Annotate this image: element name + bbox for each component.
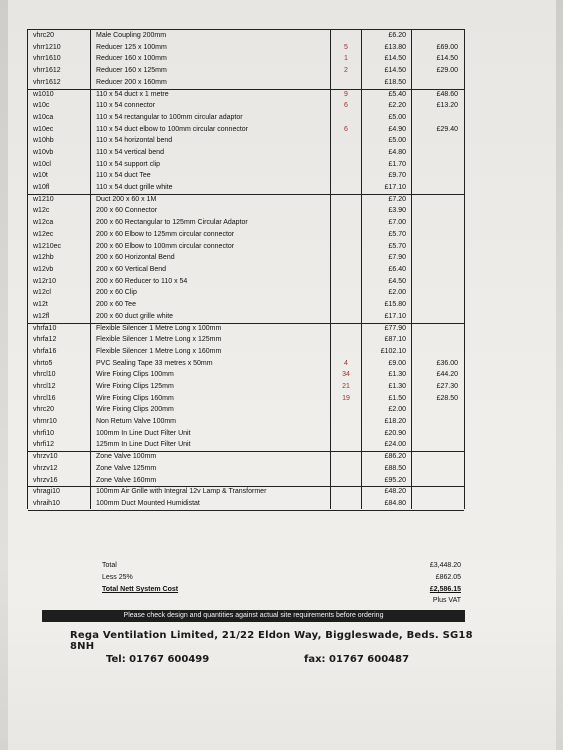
product-description: 100mm In Line Duct Filter Unit — [96, 429, 191, 437]
net-cost-value: £2,586.15 — [429, 586, 461, 593]
product-code: vhragi10 — [33, 488, 60, 496]
product-code: vhrnr10 — [33, 418, 57, 425]
unit-price: £2.20 — [388, 102, 406, 110]
product-code: vhrfi10 — [33, 429, 55, 437]
product-code: w10ec — [33, 125, 54, 133]
table-row — [28, 194, 464, 206]
table-row — [28, 100, 464, 112]
quantity: 34 — [342, 371, 350, 379]
table-row — [28, 276, 464, 288]
unit-price: £95.20 — [384, 476, 406, 484]
unit-price: £24.00 — [384, 441, 406, 449]
unit-price: £86.20 — [384, 453, 406, 461]
table-row — [28, 53, 464, 65]
product-description: Flexible Silencer 1 Metre Long x 160mm — [96, 347, 222, 355]
unit-price: £14.50 — [384, 55, 406, 63]
product-description: 110 x 54 connector — [96, 102, 156, 110]
product-description: 200 x 60 duct grille white — [96, 312, 174, 320]
product-code: vhrfa10 — [33, 324, 57, 332]
unit-price: £4.90 — [388, 125, 406, 133]
product-description: Duct 200 x 60 x 1M — [96, 195, 157, 203]
product-description: 110 x 54 rectangular to 100mm circular adaptor — [96, 113, 243, 121]
quantity: 4 — [344, 359, 348, 367]
product-code: vhrr1210 — [33, 43, 61, 51]
unit-price: £4.50 — [388, 277, 406, 285]
unit-price: £2.00 — [388, 406, 406, 414]
product-code: vhrc20 — [33, 406, 55, 414]
product-code: w10t — [33, 172, 48, 180]
unit-price: £2.00 — [388, 289, 406, 297]
quantity: 19 — [342, 394, 350, 402]
net-cost-label: Total Nett System Cost — [102, 586, 179, 593]
table-row — [28, 323, 464, 335]
unit-price: £5.00 — [388, 113, 406, 121]
table-row — [28, 124, 464, 136]
unit-price: £1.70 — [388, 160, 406, 168]
product-description: Wire Fixing Clips 125mm — [96, 382, 174, 390]
unit-price: £6.20 — [388, 32, 406, 39]
product-code: vhraih10 — [33, 499, 60, 507]
table-row — [28, 252, 464, 264]
table-row — [28, 299, 464, 311]
product-code: w10c — [33, 102, 50, 110]
product-description: 200 x 60 Vertical Bend — [96, 265, 167, 273]
quantity: 9 — [344, 90, 348, 98]
table-row — [28, 264, 464, 276]
table-row — [28, 428, 464, 440]
table-row — [28, 77, 464, 89]
unit-price: £3.90 — [388, 207, 406, 215]
table-row — [28, 135, 464, 147]
product-description: 110 x 54 duct Tee — [96, 172, 151, 180]
table-row — [28, 404, 464, 416]
fax: fax: 01767 600487 — [304, 654, 410, 665]
product-code: vhrcl10 — [33, 371, 56, 379]
product-description: 200 x 60 Elbow to 100mm circular connector — [96, 242, 235, 250]
product-description: 200 x 60 Rectangular to 125mm Circular Adaptor — [96, 219, 248, 227]
unit-price: £5.70 — [388, 230, 406, 238]
product-description: 200 x 60 Tee — [96, 300, 136, 308]
product-description: 110 x 54 horizontal bend — [96, 137, 173, 145]
product-group — [28, 89, 464, 194]
product-code: w10hb — [33, 137, 54, 145]
product-code: vhrr1610 — [33, 55, 61, 63]
product-code: vhrfa16 — [33, 347, 57, 355]
unit-price: £102.10 — [380, 347, 406, 355]
cost-summary — [27, 560, 465, 610]
product-code: w12ca — [33, 219, 54, 227]
unit-price: £7.00 — [388, 219, 406, 227]
product-description: 100mm Duct Mounted Humidistat — [96, 499, 200, 507]
product-code: w10ca — [33, 113, 54, 121]
notice-banner: Please check design and quantities against actual site requirements before ordering — [42, 610, 465, 622]
table-row — [28, 451, 464, 463]
table-row — [28, 89, 464, 101]
table-row — [28, 416, 464, 428]
table-row — [28, 346, 464, 358]
unit-price: £6.40 — [388, 265, 406, 273]
product-description: 200 x 60 Reducer to 110 x 54 — [96, 277, 188, 285]
table-row — [28, 205, 464, 217]
unit-price: £88.50 — [384, 464, 406, 472]
product-description: 110 x 54 duct x 1 metre — [96, 90, 169, 98]
table-row — [28, 381, 464, 393]
unit-price: £15.80 — [384, 300, 406, 308]
product-code: vhrc20 — [33, 32, 55, 39]
table-row — [28, 241, 464, 253]
product-description: 125mm In Line Duct Filter Unit — [96, 441, 191, 449]
line-total: £28.50 — [436, 394, 458, 402]
table-row — [28, 287, 464, 299]
quantity: 21 — [342, 382, 350, 390]
table-row — [28, 42, 464, 54]
product-code: w12vb — [33, 265, 54, 273]
line-total: £48.60 — [436, 90, 458, 98]
product-group — [28, 194, 464, 323]
line-total: £14.50 — [436, 55, 458, 63]
product-description: 200 x 60 Horizontal Bend — [96, 254, 175, 262]
product-description: PVC Sealing Tape 33 metres x 50mm — [96, 359, 213, 367]
product-description: 100mm Air Grille with Integral 12v Lamp & Transformer — [96, 488, 267, 496]
unit-price: £1.50 — [388, 394, 406, 402]
product-description: Flexible Silencer 1 Metre Long x 100mm — [96, 324, 222, 332]
table-row — [28, 369, 464, 381]
price-table — [27, 29, 465, 509]
table-row — [28, 439, 464, 451]
unit-price: £13.80 — [384, 43, 406, 51]
product-description: Reducer 125 x 100mm — [96, 43, 167, 51]
product-description: Zone Valve 160mm — [96, 476, 157, 484]
product-code: w12cl — [33, 289, 51, 297]
table-row — [28, 311, 464, 323]
line-total: £69.00 — [436, 43, 458, 51]
product-code: w12t — [33, 300, 48, 308]
product-code: vhrzv16 — [33, 476, 58, 484]
product-code: w10cl — [33, 160, 51, 168]
table-row — [28, 334, 464, 346]
product-description: Wire Fixing Clips 200mm — [96, 406, 174, 414]
product-code: vhrr1612 — [33, 78, 61, 86]
unit-price: £14.50 — [384, 67, 406, 75]
product-code: vhrzv10 — [33, 453, 58, 461]
product-description: Reducer 160 x 125mm — [96, 67, 167, 75]
product-code: w1010 — [33, 90, 54, 98]
unit-price: £17.10 — [384, 312, 406, 320]
unit-price: £4.80 — [388, 148, 406, 156]
discount-value: £862.05 — [435, 574, 461, 581]
product-code: vhrcl16 — [33, 394, 56, 402]
line-total: £13.20 — [436, 102, 458, 110]
product-code: w1210 — [33, 195, 54, 203]
product-description: Zone Valve 125mm — [96, 464, 157, 472]
unit-price: £5.00 — [388, 137, 406, 145]
product-description: 200 x 60 Connector — [96, 207, 158, 215]
line-total: £29.00 — [436, 67, 458, 75]
product-description: 200 x 60 Elbow to 125mm circular connector — [96, 230, 235, 238]
unit-price: £77.90 — [384, 324, 406, 332]
unit-price: £18.50 — [384, 78, 406, 86]
product-code: w12hb — [33, 254, 54, 262]
quantity: 5 — [344, 43, 348, 51]
product-group — [28, 323, 464, 452]
unit-price: £9.70 — [388, 172, 406, 180]
table-row — [28, 147, 464, 159]
unit-price: £48.20 — [384, 488, 406, 496]
company-address: Rega Ventilation Limited, 21/22 Eldon Way, Biggleswade, Beds. SG18 8NH — [70, 630, 473, 652]
product-description: Wire Fixing Clips 100mm — [96, 371, 174, 379]
vat-label: Plus VAT — [432, 597, 461, 604]
unit-price: £20.90 — [384, 429, 406, 437]
table-row — [28, 159, 464, 171]
product-description: 110 x 54 duct elbow to 100mm circular connector — [96, 125, 249, 133]
product-code: vhrr1612 — [33, 67, 61, 75]
product-description: Male Coupling 200mm — [96, 32, 167, 39]
unit-price: £7.90 — [388, 254, 406, 262]
product-code: w12fl — [33, 312, 50, 320]
table-row — [28, 65, 464, 77]
unit-price: £17.10 — [384, 184, 406, 191]
line-total: £44.20 — [436, 371, 458, 379]
product-group — [28, 486, 464, 509]
product-code: w12ec — [33, 230, 54, 238]
line-total: £36.00 — [436, 359, 458, 367]
table-row — [28, 182, 464, 194]
discount-label: Less 25% — [102, 574, 133, 581]
product-description: Reducer 200 x 160mm — [96, 78, 167, 86]
unit-price: £9.00 — [388, 359, 406, 367]
table-row — [28, 170, 464, 182]
unit-price: £7.20 — [388, 195, 406, 203]
table-row — [28, 498, 464, 510]
product-group — [28, 451, 464, 486]
product-description: Wire Fixing Clips 160mm — [96, 394, 174, 402]
unit-price: £5.40 — [388, 90, 406, 98]
product-group — [28, 30, 464, 88]
unit-price: £5.70 — [388, 242, 406, 250]
table-row — [28, 229, 464, 241]
quantity: 2 — [344, 67, 348, 75]
table-row — [28, 463, 464, 475]
product-code: w12c — [33, 207, 50, 215]
quantity: 1 — [344, 55, 348, 63]
line-total: £29.40 — [436, 125, 458, 133]
quantity: 6 — [344, 125, 348, 133]
product-code: vhrcl12 — [33, 382, 56, 390]
telephone: Tel: 01767 600499 — [106, 654, 210, 665]
product-code: vhrto5 — [33, 359, 53, 367]
table-row — [28, 217, 464, 229]
product-code: w12r10 — [33, 277, 56, 285]
unit-price: £84.80 — [384, 499, 406, 507]
product-description: Flexible Silencer 1 Metre Long x 125mm — [96, 336, 222, 344]
product-description: 200 x 60 Clip — [96, 289, 137, 297]
table-row — [28, 358, 464, 370]
table-row — [28, 30, 464, 42]
total-label: Total — [102, 562, 117, 569]
table-bottom-border — [28, 510, 464, 511]
total-value: £3,448.20 — [429, 562, 461, 569]
table-row — [28, 486, 464, 498]
company-footer — [70, 630, 490, 668]
quantity: 6 — [344, 102, 348, 110]
table-row — [28, 393, 464, 405]
product-description: 110 x 54 duct grille white — [96, 184, 173, 191]
product-description: 110 x 54 vertical bend — [96, 148, 164, 156]
product-description: 110 x 54 support clip — [96, 160, 161, 168]
product-description: Zone Valve 100mm — [96, 453, 157, 461]
product-description: Reducer 160 x 100mm — [96, 55, 167, 63]
unit-price: £1.30 — [388, 371, 406, 379]
table-row — [28, 475, 464, 487]
product-description: Non Return Valve 100mm — [96, 418, 177, 425]
unit-price: £87.10 — [384, 336, 406, 344]
product-code: w1210ec — [33, 242, 62, 250]
product-code: w10fl — [33, 184, 50, 191]
product-code: vhrfa12 — [33, 336, 57, 344]
product-code: w10vb — [33, 148, 54, 156]
line-total: £27.30 — [436, 382, 458, 390]
unit-price: £1.30 — [388, 382, 406, 390]
unit-price: £18.20 — [384, 418, 406, 425]
product-code: vhrfi12 — [33, 441, 55, 449]
table-row — [28, 112, 464, 124]
product-code: vhrzv12 — [33, 464, 58, 472]
